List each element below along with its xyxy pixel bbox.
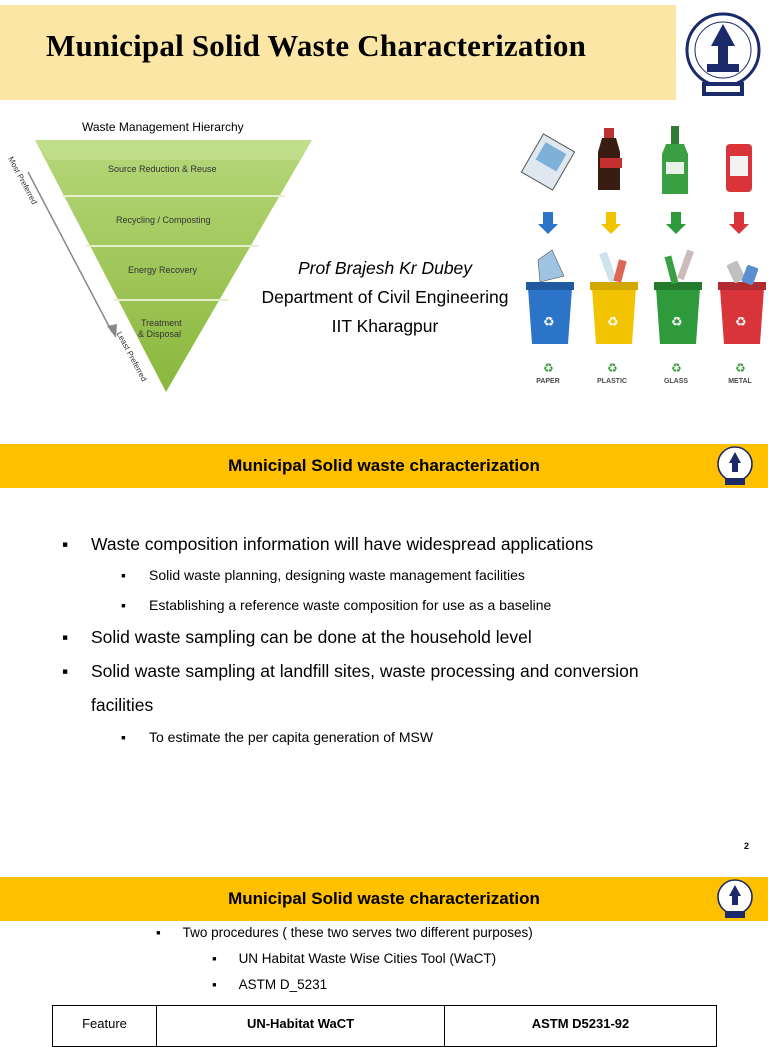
item-wact: ▪ UN Habitat Waste Wise Cities Tool (WaCT) [212, 951, 497, 966]
paper-item-icon [521, 134, 574, 190]
table-header-feature: Feature [53, 1006, 157, 1046]
bullet-waste-composition: ▪ Waste composition information will have widespread applications [62, 534, 594, 554]
level-source-reduction: Source Reduction & Reuse [108, 164, 217, 174]
bullet-landfill-sampling: ▪ Solid waste sampling at landfill sites, waste processing and conversion [62, 661, 639, 681]
subbullet-planning: ▪ Solid waste planning, designing waste management facilities [121, 567, 525, 583]
plastic-bin-icon [590, 252, 638, 344]
item-two-procedures: ▪ Two procedures ( these two serves two different purposes) [156, 925, 533, 940]
least-preferred-label: Least Preferred [114, 330, 149, 383]
iit-logo-small-2 [715, 877, 755, 921]
slide-title: Municipal Solid Waste Characterization [46, 28, 587, 63]
table-header-astm: ASTM D5231-92 [531, 1016, 630, 1031]
svg-text:♻: ♻ [607, 361, 618, 375]
plastic-bottle-icon [598, 128, 622, 190]
table-header-wact: UN-Habitat WaCT [157, 1006, 445, 1046]
subbullet-baseline: ▪ Establishing a reference waste composition for use as a baseline [121, 597, 552, 613]
metal-can-icon [726, 144, 752, 192]
subbullet-per-capita: ▪ To estimate the per capita generation of MSW [121, 729, 434, 745]
level-recycling: Recycling / Composting [116, 215, 211, 225]
recycling-bins-illustration [516, 120, 768, 395]
bullet-landfill-sampling-cont: facilities [91, 695, 154, 715]
bin-label-plastic: PLASTIC [597, 378, 627, 385]
svg-text:♻: ♻ [671, 315, 683, 330]
level-energy-recovery: Energy Recovery [128, 265, 198, 275]
bin-label-glass: GLASS [663, 378, 689, 385]
item-astm: ▪ ASTM D_5231 [212, 977, 328, 992]
section-heading-2: Municipal Solid waste characterization [228, 456, 540, 475]
author-block [230, 254, 540, 341]
comparison-table [52, 1005, 717, 1047]
author-department: Department of Civil Engineering [261, 287, 509, 307]
section-heading-3: Municipal Solid waste characterization [228, 889, 540, 908]
svg-text:♻: ♻ [671, 361, 682, 375]
svg-text:♻: ♻ [607, 315, 619, 330]
bullet-household-sampling: ▪ Solid waste sampling can be done at the household level [62, 627, 532, 647]
glass-bottle-icon [662, 126, 688, 194]
most-preferred-label: Most Preferred [6, 155, 39, 206]
iit-logo-small [715, 444, 755, 488]
author-institute: IIT Kharagpur [331, 316, 439, 336]
page-number: 2 [744, 841, 750, 851]
iit-logo [682, 6, 764, 100]
svg-text:♻: ♻ [735, 315, 747, 330]
bin-label-paper: PAPER [536, 378, 560, 385]
svg-text:♻: ♻ [543, 315, 555, 330]
svg-text:♻: ♻ [735, 361, 746, 375]
bin-label-metal: METAL [728, 378, 752, 385]
metal-bin-icon [718, 260, 766, 344]
level-treatment: Treatment [141, 318, 182, 328]
author-name: Prof Brajesh Kr Dubey [297, 258, 473, 278]
level-disposal: & Disposal [138, 329, 182, 339]
svg-text:♻: ♻ [543, 361, 554, 375]
hierarchy-title: Waste Management Hierarchy [82, 120, 244, 134]
